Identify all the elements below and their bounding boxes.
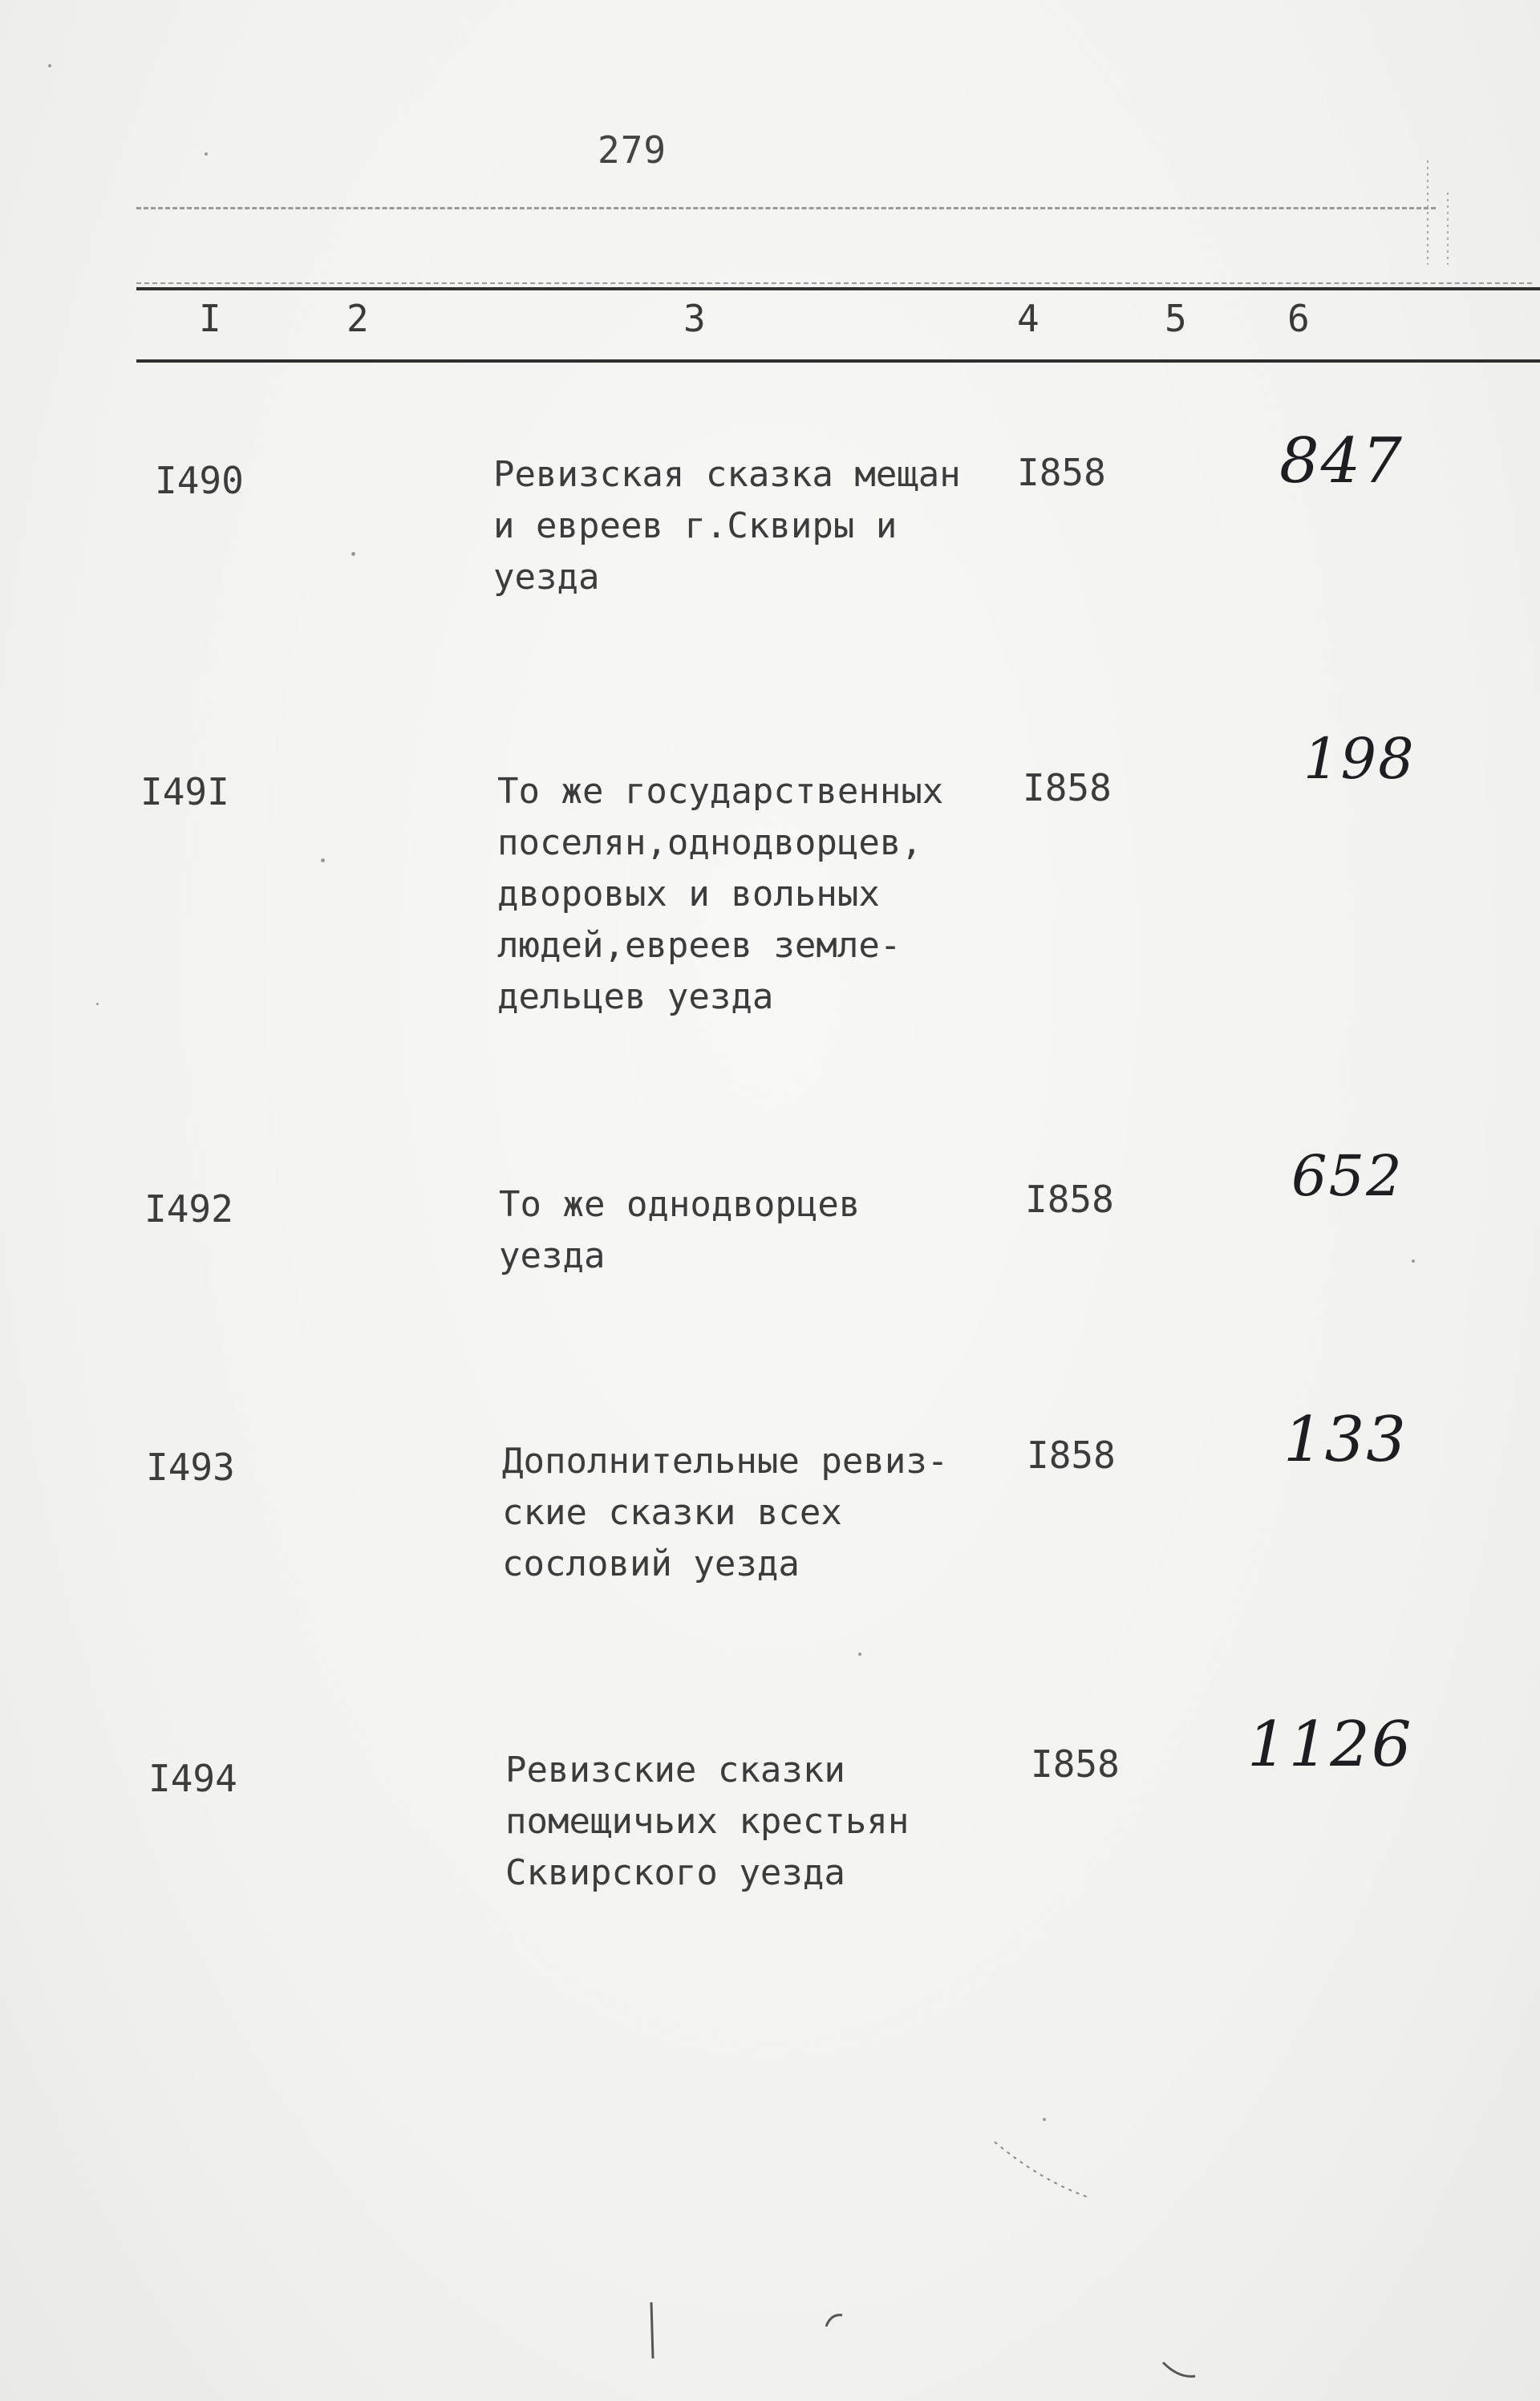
entry-year: I858 bbox=[1031, 1742, 1120, 1786]
entry-sheet-count: 198 bbox=[1303, 726, 1416, 792]
column-header-6: 6 bbox=[1287, 297, 1310, 340]
entry-number: I492 bbox=[144, 1187, 233, 1231]
entry-title: Ревизская сказка мещан и евреев г.Сквиры и уезда bbox=[493, 454, 961, 598]
column-header-3: 3 bbox=[683, 297, 706, 340]
entry-title: Ревизские сказки помещичьих крестьян Сквирского уезда bbox=[505, 1750, 910, 1893]
column-header-1: I bbox=[199, 297, 221, 340]
entry-sheet-count: 1126 bbox=[1247, 1709, 1413, 1781]
entry-sheet-count: 847 bbox=[1279, 425, 1404, 497]
entry-title: То же государственных поселян,однодворцев, дворовых и вольных людей,евреев земле- дельцев уезда bbox=[497, 771, 944, 1017]
entry-sheet-count: 652 bbox=[1291, 1143, 1404, 1209]
entry-year: I858 bbox=[1027, 1434, 1116, 1477]
entry-number: I490 bbox=[155, 459, 244, 502]
entry-number: I49I bbox=[140, 770, 229, 813]
column-header-5: 5 bbox=[1165, 297, 1187, 340]
entry-sheet-count: 133 bbox=[1283, 1404, 1408, 1476]
entry-year: I858 bbox=[1025, 1178, 1114, 1221]
entry-year: I858 bbox=[1017, 451, 1106, 494]
entry-title: Дополнительные ревиз- ские сказки всех сословий уезда bbox=[502, 1441, 949, 1584]
entry-number: I494 bbox=[148, 1757, 237, 1800]
entry-year: I858 bbox=[1023, 766, 1112, 809]
entry-title: То же однодворцев уезда bbox=[499, 1184, 861, 1276]
entry-number: I493 bbox=[146, 1446, 235, 1489]
column-header-4: 4 bbox=[1017, 297, 1040, 340]
column-header-2: 2 bbox=[346, 297, 369, 340]
page-number: 279 bbox=[598, 128, 667, 172]
